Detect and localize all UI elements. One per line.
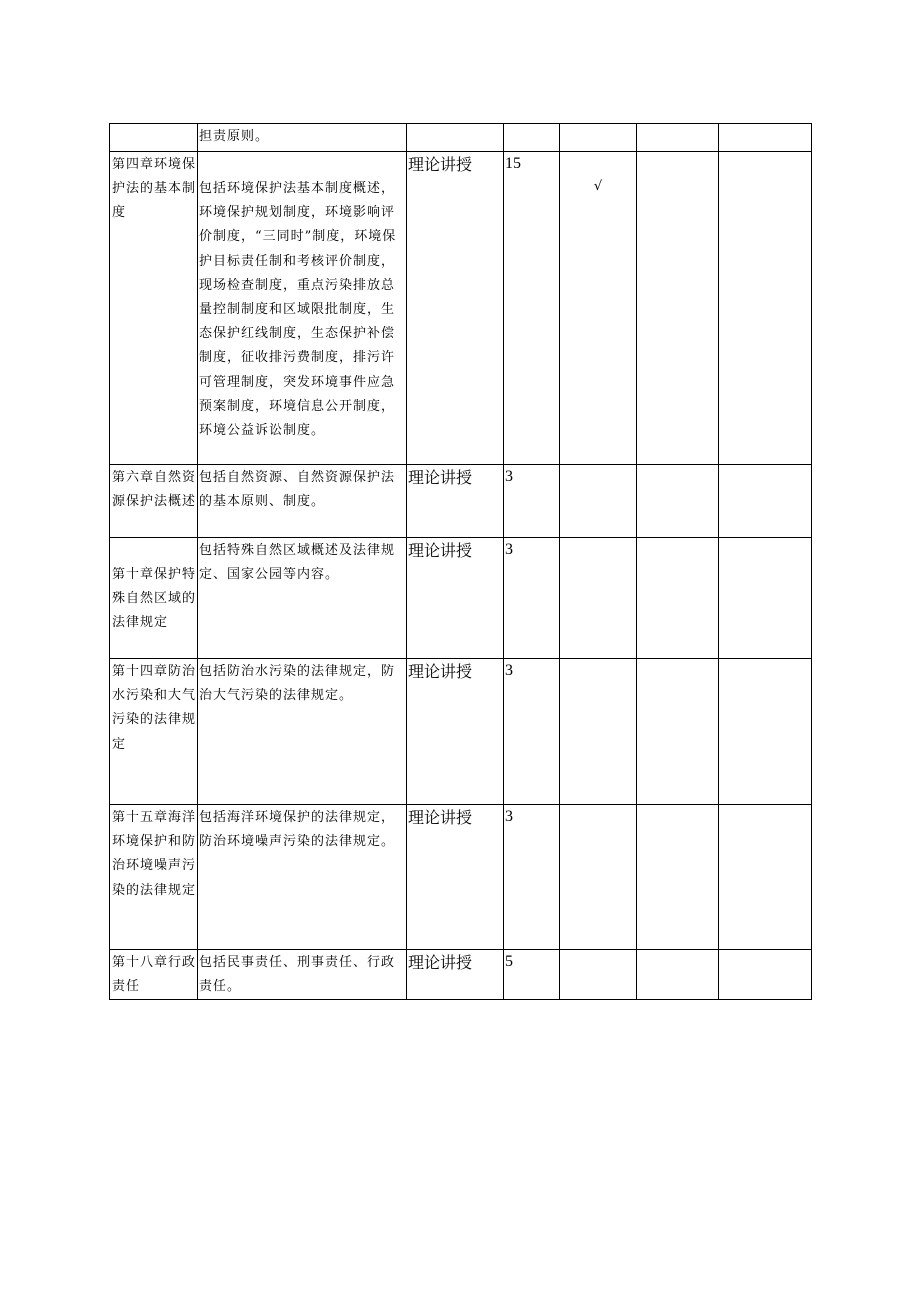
content-text: 包括自然资源、自然资源保护法的基本原则、制度。 [199, 470, 396, 510]
empty-cell [719, 538, 812, 659]
mark-cell [560, 950, 637, 1000]
mark-cell [560, 152, 637, 465]
table-row [110, 465, 812, 538]
hours-cell [504, 538, 560, 659]
empty-cell [719, 659, 812, 805]
content-cell [198, 659, 407, 805]
teaching-method: 理论讲授 [408, 155, 473, 174]
hours-cell [504, 805, 560, 950]
hours-cell [504, 124, 560, 152]
hours-cell [504, 950, 560, 1000]
teaching-method: 理论讲授 [408, 808, 473, 827]
chapter-title: 第十章保护特殊自然区域的法律规定 [112, 567, 197, 631]
chapter-cell [110, 950, 198, 1000]
content-cell [198, 538, 407, 659]
content-text: 包括民事责任、刑事责任、行政责任。 [199, 955, 396, 995]
method-cell [407, 465, 504, 538]
content-text: 包括海洋环境保护的法律规定，防治环境噪声污染的法律规定。 [199, 810, 396, 850]
class-hours: 15 [505, 155, 521, 172]
method-cell [407, 124, 504, 152]
teaching-method: 理论讲授 [408, 541, 473, 560]
empty-cell [637, 950, 719, 1000]
mark-cell [560, 538, 637, 659]
content-cell [198, 124, 407, 152]
chapter-cell [110, 805, 198, 950]
hours-cell [504, 659, 560, 805]
class-hours: 5 [505, 953, 513, 970]
empty-cell [637, 465, 719, 538]
method-cell [407, 152, 504, 465]
empty-cell [719, 465, 812, 538]
empty-cell [637, 538, 719, 659]
content-cell [198, 950, 407, 1000]
table-row [110, 538, 812, 659]
empty-cell [637, 124, 719, 152]
chapter-cell [110, 659, 198, 805]
mark-cell [560, 659, 637, 805]
method-cell [407, 538, 504, 659]
chapter-title: 第六章自然资源保护法概述 [112, 470, 197, 510]
class-hours: 3 [505, 541, 513, 558]
class-hours: 3 [505, 662, 513, 679]
content-text: 包括特殊自然区域概述及法律规定、国家公园等内容。 [199, 543, 396, 583]
hours-cell [504, 465, 560, 538]
chapter-title: 第十八章行政责任 [112, 955, 197, 995]
mark-cell [560, 124, 637, 152]
chapter-cell [110, 152, 198, 465]
content-cell [198, 465, 407, 538]
chapter-cell [110, 124, 198, 152]
content-text: 担责原则。 [199, 129, 270, 144]
content-text: 包括防治水污染的法律规定，防治大气污染的法律规定。 [199, 664, 396, 704]
empty-cell [637, 152, 719, 465]
class-hours: 3 [505, 468, 513, 485]
chapter-cell [110, 465, 198, 538]
empty-cell [719, 152, 812, 465]
empty-cell [719, 950, 812, 1000]
syllabus-table [109, 123, 812, 1000]
chapter-title: 第四章环境保护法的基本制度 [112, 157, 197, 221]
chapter-title: 第十四章防治水污染和大气污染的法律规定 [112, 664, 197, 752]
table-row [110, 124, 812, 152]
hours-cell [504, 152, 560, 465]
table-row [110, 659, 812, 805]
empty-cell [637, 805, 719, 950]
mark-cell [560, 465, 637, 538]
teaching-method: 理论讲授 [408, 468, 473, 487]
method-cell [407, 805, 504, 950]
empty-cell [719, 805, 812, 950]
check-mark-icon: √ [593, 179, 603, 194]
chapter-title: 第十五章海洋环境保护和防治环境噪声污染的法律规定 [112, 810, 197, 898]
method-cell [407, 950, 504, 1000]
content-cell [198, 152, 407, 465]
method-cell [407, 659, 504, 805]
class-hours: 3 [505, 808, 513, 825]
content-cell [198, 805, 407, 950]
content-text: 包括环境保护法基本制度概述，环境保护规划制度，环境影响评价制度，“三同时”制度，环境保护目标责任制和考核评价制度，现场检查制度，重点污染排放总量控制制度和区域限批制度，生态保护红线制度，生态保护补偿制度，征收排污费制度，排污许可管理制度，突发环境事件应急预案制度，环境信息公开制度，环境公益诉讼制度。 [199, 181, 397, 439]
table-row [110, 805, 812, 950]
teaching-method: 理论讲授 [408, 662, 473, 681]
empty-cell [637, 659, 719, 805]
table-row [110, 152, 812, 465]
teaching-method: 理论讲授 [408, 953, 473, 972]
table-row [110, 950, 812, 1000]
chapter-cell [110, 538, 198, 659]
empty-cell [719, 124, 812, 152]
mark-cell [560, 805, 637, 950]
